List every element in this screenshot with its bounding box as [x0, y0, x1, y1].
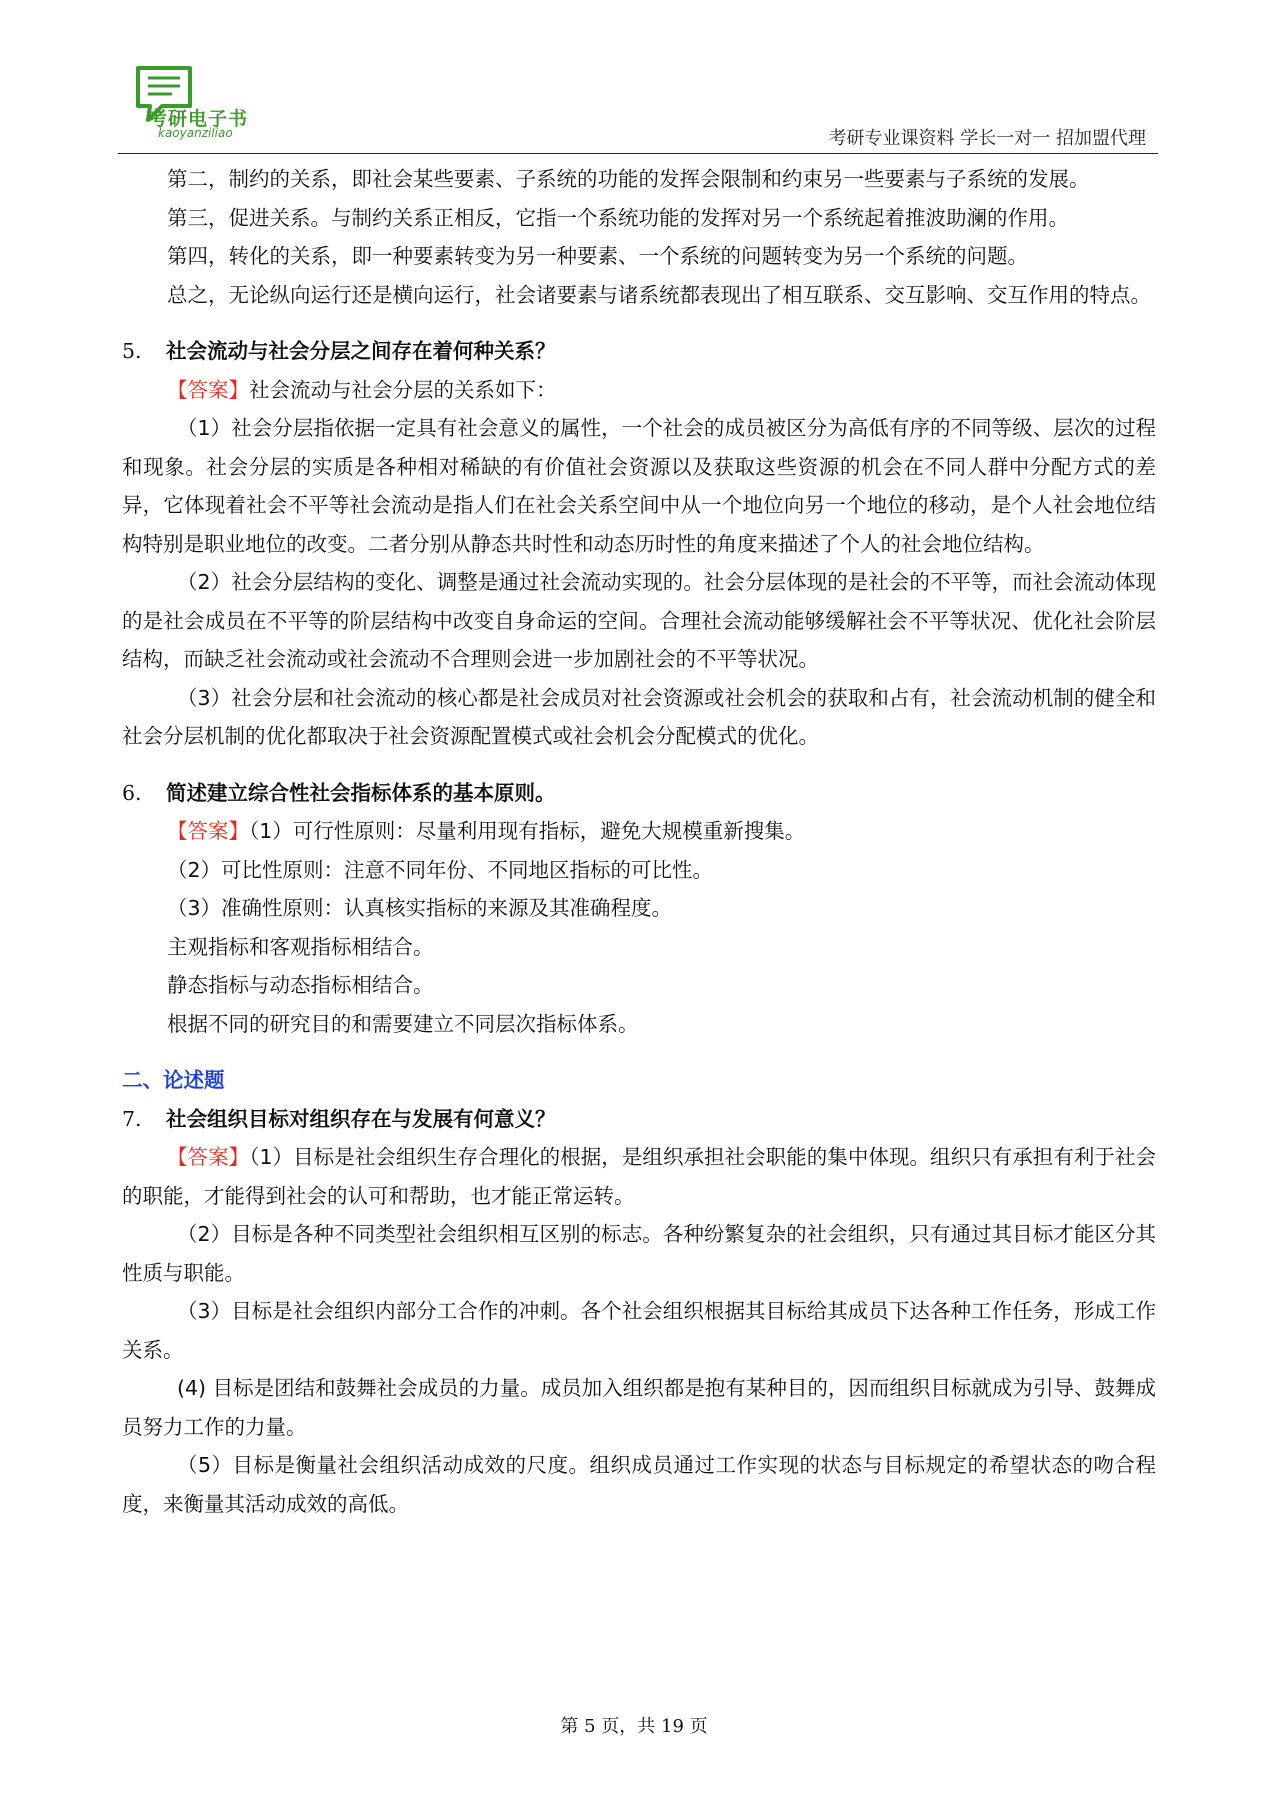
answer-line: 静态指标与动态指标相结合。: [167, 973, 434, 997]
intro-paragraph: 总之，无论纵向运行还是横向运行，社会诸要素与诸系统都表现出了相互联系、交互影响、交互作用的特点。: [167, 282, 1151, 307]
answer-line: （2）可比性原则：注意不同年份、不同地区指标的可比性。: [167, 857, 714, 882]
question-number: 6.: [122, 780, 142, 805]
answer-paragraph: （3）社会分层和社会流动的核心都是社会成员对社会资源或社会机会的获取和占有，社会流动机制的健全和社会分层机制的优化都取决于社会资源配置模式或社会机会分配模式的优化。: [122, 685, 1156, 748]
logo-subtext: kaoyanziliao: [158, 126, 233, 140]
answer-line: 主观指标和客观指标相结合。: [167, 934, 434, 959]
answer-paragraph: （2）社会分层结构的变化、调整是通过社会流动实现的。社会分层体现的是社会的不平等，而社会流动体现的是社会成员在不平等的阶层结构中改变自身命运的空间。合理社会流动能够缓解社会不平等状况、优化社会阶层结构，而缺乏社会流动或社会流动不合理则会进一步加剧社会的不平等状况。: [122, 570, 1156, 671]
intro-paragraph: 第三，促进关系。与制约关系正相反，它指一个系统功能的发挥对另一个系统起着推波助澜的作用。: [167, 205, 1069, 230]
header-tagline: 考研专业课资料 学长一对一 招加盟代理: [828, 128, 1146, 149]
answer-paragraph: （5）目标是衡量社会组织活动成效的尺度。组织成员通过工作实现的状态与目标规定的希望状态的吻合程度，来衡量其活动成效的高低。: [122, 1453, 1156, 1516]
answer-line: （3）准确性原则：认真核实指标的来源及其准确程度。: [167, 896, 673, 920]
answer-paragraph: （3）目标是社会组织内部分工合作的冲刺。各个社会组织根据其目标给其成员下达各种工作任务，形成工作关系。: [122, 1299, 1156, 1362]
question-number: 7.: [122, 1106, 142, 1131]
question-title: 社会组织目标对组织存在与发展有何意义？: [166, 1106, 556, 1131]
logo-text: 考研电子书: [148, 108, 249, 130]
question-6-heading: [122, 774, 1156, 813]
question-number: 5.: [122, 339, 142, 363]
answer-paragraph: （1）社会分层指依据一定具有社会意义的属性，一个社会的成员被区分为高低有序的不同等级、层次的过程和现象。社会分层的实质是各种相对稀缺的有价值社会资源以及获取这些资源的机会在不同人群中分配方式的差异，它体现着社会不平等社会流动是指人们在社会关系空间中从一个地位向另一个地位的移动，是个人社会地位结构特别是职业地位的改变。二者分别从静态共时性和动态历时性的角度来描述了个人的社会地位结构。: [122, 416, 1156, 556]
header-divider: [118, 153, 1158, 154]
page-content: [122, 160, 1156, 1523]
question-title: 简述建立综合性社会指标体系的基本原则。: [166, 780, 556, 805]
answer-label: 【答案】: [167, 819, 249, 843]
page-header: [118, 58, 1158, 154]
intro-paragraph: 第四，转化的关系，即一种要素转变为另一种要素、一个系统的问题转变为另一个系统的问题。: [167, 244, 1028, 268]
question-title: 社会流动与社会分层之间存在着何种关系？: [166, 339, 556, 363]
page-number: 第 5 页，共 19 页: [560, 1716, 708, 1737]
question-7-heading: [122, 1100, 1156, 1139]
answer-paragraph: （2）目标是各种不同类型社会组织相互区别的标志。各种纷繁复杂的社会组织，只有通过其目标才能区分其性质与职能。: [122, 1222, 1156, 1285]
answer-lead: 【答案】（1）目标是社会组织生存合理化的根据，是组织承担社会职能的集中体现。组织只有承担有利于社会的职能，才能得到社会的认可和帮助，也才能正常运转。: [122, 1145, 1156, 1208]
question-5-heading: [122, 332, 1156, 371]
answer-label: 【答案】: [167, 377, 249, 402]
answer-paragraph: (4) 目标是团结和鼓舞社会成员的力量。成员加入组织都是抱有某种目的，因而组织目标就成为引导、鼓舞成员努力工作的力量。: [122, 1376, 1156, 1439]
section-heading: 二、论述题: [122, 1068, 225, 1092]
answer-lead: 【答案】社会流动与社会分层的关系如下：: [167, 377, 557, 402]
answer-line: 根据不同的研究目的和需要建立不同层次指标体系。: [167, 1011, 639, 1036]
answer-lead: 【答案】（1）可行性原则：尽量利用现有指标，避免大规模重新搜集。: [167, 819, 806, 843]
answer-label: 【答案】: [167, 1145, 250, 1169]
intro-paragraph: 第二，制约的关系，即社会某些要素、子系统的功能的发挥会限制和约束另一些要素与子系统的发展。: [167, 167, 1090, 191]
